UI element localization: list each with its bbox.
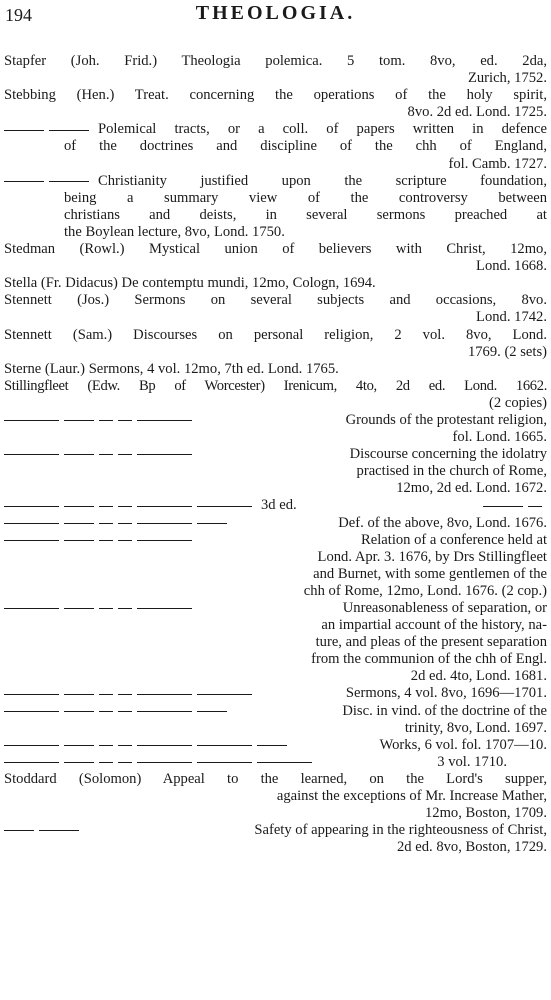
entry-stoddard-safety — [4, 822, 547, 856]
entry-first-line — [4, 173, 547, 190]
entry-line: Unreasonableness of separation, or — [342, 600, 547, 616]
ditto-rule — [4, 822, 84, 839]
entry-line: trinity, 8vo, Lond. 1697. — [404, 719, 547, 736]
entry-stillingfleet-defence — [4, 515, 547, 532]
ditto-rule — [4, 515, 232, 532]
entry-first-line — [4, 532, 547, 549]
entry-line: Sterne (Laur.) Sermons, 4 vol. 12mo, 7th ed. Lond. 1765. — [4, 360, 339, 377]
entry-line: Lond. Apr. 3. 1676, by Drs Stillingfleet — [317, 548, 547, 565]
entry-stebbing-christianity-justified — [4, 173, 547, 241]
entry-line: Stennett (Jos.) Sermons on several subjects and occasions, 8vo. — [4, 292, 547, 309]
entry-line: the Boylean lecture, 8vo, Lond. 1750. — [64, 223, 285, 240]
entry-line: Stennett (Sam.) Discourses on personal religion, 2 vol. 8vo, Lond. — [4, 326, 547, 343]
entry-line: Stapfer (Joh. Frid.) Theologia polemica. 5 tom. 8vo, ed. 2da, — [4, 53, 547, 69]
entry-stoddard — [4, 771, 547, 822]
entry-line: Lond. 1668. — [476, 258, 547, 275]
entry-line: Works, 6 vol. fol. 1707—10. — [379, 736, 547, 753]
entry-stennett-jos — [4, 292, 547, 326]
entry-stillingfleet-idolatry — [4, 446, 547, 497]
ditto-rule — [4, 173, 94, 190]
entry-line: 1769. (2 sets) — [467, 343, 547, 360]
entry-line: Stebbing (Hen.) Treat. concerning the operations of the holy spirit, — [4, 87, 547, 104]
ditto-rule — [4, 446, 197, 463]
entry-line: from the communion of the chh of Engl. — [311, 651, 547, 668]
entry-line: Disc. in vind. of the doctrine of the — [342, 702, 547, 719]
entry-line: christians and deists, in several sermons preached at — [64, 206, 547, 223]
entry-line: (2 copies) — [489, 394, 547, 411]
entry-line: Zurich, 1752. — [467, 70, 547, 87]
entry-sterne — [4, 361, 547, 378]
entry-line: chh of Rome, 12mo, Lond. 1676. (2 cop.) — [303, 582, 547, 599]
entry-stillingfleet — [4, 378, 547, 412]
entry-line: Stillingfleet (Edw. Bp of Worcester) Irenicum, 4to, 2d ed. Lond. 1662. — [4, 377, 547, 394]
entry-line: Discourse concerning the idolatry — [349, 446, 547, 463]
entry-line: 8vo. 2d ed. Lond. 1725. — [407, 104, 547, 121]
entry-line: an impartial account of the history, na- — [321, 617, 547, 634]
entry-stillingfleet-3d-ed — [4, 497, 547, 514]
ditto-rule — [4, 497, 257, 514]
entry-line: being a summary view of the controversy between — [64, 189, 547, 206]
entry-stillingfleet-separation — [4, 600, 547, 685]
entry-line: practised in the church of Rome, — [356, 463, 547, 480]
ditto-rule — [4, 412, 197, 429]
entry-first-line — [4, 703, 547, 720]
entry-line: 2d ed. 4to, Lond. 1681. — [410, 668, 547, 685]
entry-line: fol. Lond. 1665. — [452, 429, 547, 446]
ditto-rule — [4, 121, 94, 138]
ditto-rule — [4, 532, 197, 549]
entry-stapfer — [4, 53, 547, 87]
page-title: THEOLOGIA. — [195, 2, 356, 24]
catalogue-body — [4, 53, 547, 856]
entry-stennett-sam — [4, 327, 547, 361]
entry-first-line — [4, 446, 547, 463]
entry-first-line — [4, 737, 547, 754]
entry-line: Safety of appearing in the righteousness of Christ, — [254, 822, 547, 839]
entry-first-line — [4, 685, 547, 702]
entry-line: ture, and pleas of the present separation — [315, 634, 547, 651]
entry-first-line — [4, 754, 547, 771]
entry-stedman — [4, 241, 547, 275]
entry-line: 3 vol. 1710. — [437, 753, 507, 770]
ditto-rule — [4, 685, 257, 702]
entry-stella — [4, 275, 547, 292]
entry-first-line — [4, 822, 547, 839]
entry-stillingfleet-sermons — [4, 685, 547, 702]
entry-line: Polemical tracts, or a coll. of papers written in defence — [98, 121, 547, 138]
entry-stillingfleet-relation — [4, 532, 547, 600]
ditto-rule — [4, 600, 197, 617]
entry-first-line — [4, 515, 547, 532]
entry-line: 12mo, Boston, 1709. — [424, 805, 547, 822]
entry-line: and Burnet, with some gentlemen of the — [313, 565, 547, 582]
entry-line: Stoddard (Solomon) Appeal to the learned, on the Lord's supper, — [4, 770, 547, 787]
entry-stebbing-polemical-tracts — [4, 121, 547, 172]
entry-stillingfleet-trinity — [4, 703, 547, 737]
entry-stebbing — [4, 87, 547, 121]
entry-first-line — [4, 497, 547, 514]
entry-line: Christianity justified upon the scripture foundation, — [98, 172, 547, 189]
entry-first-line — [4, 121, 547, 138]
entry-line: Relation of a conference held at — [361, 531, 547, 548]
running-header — [0, 4, 551, 30]
entry-line: Stedman (Rowl.) Mystical union of believers with Christ, 12mo, — [4, 241, 547, 258]
entry-first-line — [4, 412, 547, 429]
entry-first-line — [4, 600, 547, 617]
ditto-rule — [4, 703, 232, 720]
ditto-rule — [4, 737, 292, 754]
entry-stillingfleet-3-vol — [4, 754, 547, 771]
entry-stillingfleet-works — [4, 737, 547, 754]
entry-line: 3d ed. — [261, 497, 297, 514]
ditto-rule — [4, 754, 317, 771]
entry-line: Lond. 1742. — [476, 309, 547, 326]
entry-line: of the doctrines and discipline of the chh of England, — [64, 138, 547, 155]
entry-line: Stella (Fr. Didacus) De contemptu mundi, 12mo, Cologn, 1694. — [4, 275, 376, 292]
entry-line: Sermons, 4 vol. 8vo, 1696—1701. — [345, 685, 547, 702]
entry-line: Def. of the above, 8vo, Lond. 1676. — [338, 514, 547, 531]
entry-line: 2d ed. 8vo, Boston, 1729. — [397, 839, 547, 856]
entry-stillingfleet-grounds — [4, 412, 547, 446]
page-number: 194 — [5, 5, 32, 25]
ditto-rule — [483, 497, 547, 514]
entry-line: fol. Camb. 1727. — [448, 155, 547, 172]
entry-line: Grounds of the protestant religion, — [345, 411, 547, 428]
entry-line: against the exceptions of Mr. Increase Mather, — [276, 788, 547, 805]
entry-line: 12mo, 2d ed. Lond. 1672. — [396, 480, 547, 497]
